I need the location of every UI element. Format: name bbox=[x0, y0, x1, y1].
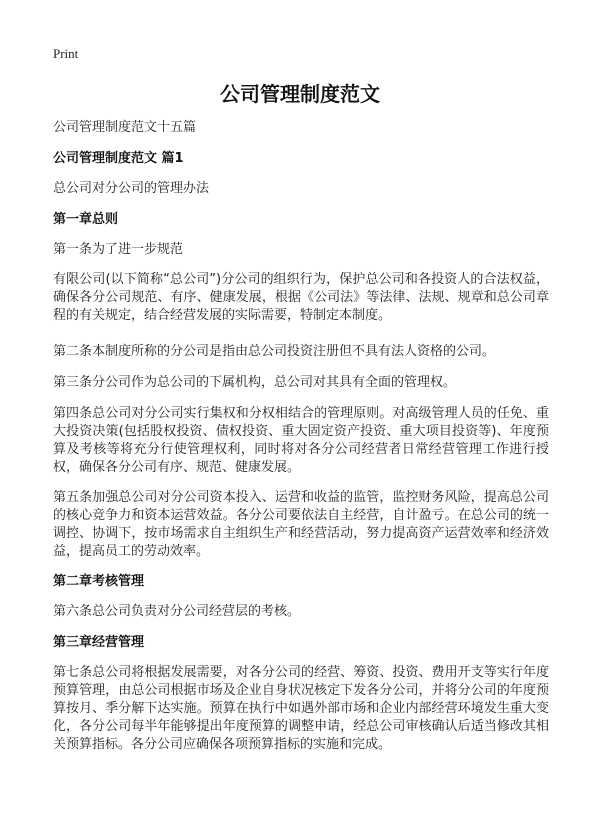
article-3: 第三条分公司作为总公司的下属机构，总公司对其具有全面的管理权。 bbox=[53, 375, 457, 390]
article-4: 第四条总公司对分公司实行集权和分权相结合的管理原则。对高级管理人员的任免、重大投资决策(包括股权投资、债权投资、重大固定资产投资、重大项目投资等)、年度预算及考核等将充分行使管理权利，同时将对各分公司经营者日常经营管理工作进行授权，确保各分公司有序、规范、健康发展。 bbox=[53, 406, 549, 475]
doc-subtitle: 公司管理制度范文十五篇 bbox=[53, 120, 197, 135]
chapter-3-heading: 第三章经营管理 bbox=[53, 635, 145, 650]
article-1: 第一条为了进一步规范 bbox=[53, 242, 184, 257]
article-7: 第七条总公司将根据发展需要，对各分公司的经营、筹资、投资、费用开支等实行年度预算管理，由总公司根据市场及企业自身状况核定下发各分公司，并将分公司的年度预算按月、季分解下达实施。预算在执行中如遇外部市场和企业内部经营环境发生重大变化，各分公司每半年能够提出年度预算的调整申请，经总公司审核确认后适当修改其相关预算指标。各分公司应确保各项预算指标的实施和完成。 bbox=[53, 665, 549, 752]
article-1-continued: 有限公司(以下简称“总公司”)分公司的组织行为，保护总公司和各投资人的合法权益，确保各分公司规范、有序、健康发展，根据《公司法》等法律、法规、规章和总公司章程的有关规定，结合经营发展的实际需要，特制定本制度。 bbox=[53, 272, 549, 323]
page-title: 公司管理制度范文 bbox=[220, 82, 380, 106]
print-link[interactable]: Print bbox=[53, 46, 79, 61]
article-6: 第六条总公司负责对分公司经营层的考核。 bbox=[53, 604, 301, 619]
article-2: 第二条本制度所称的分公司是指由总公司投资注册但不具有法人资格的公司。 bbox=[53, 344, 496, 359]
doc-name: 总公司对分公司的管理办法 bbox=[53, 181, 210, 196]
chapter-2-heading: 第二章考核管理 bbox=[53, 574, 145, 589]
section-title: 公司管理制度范文 篇1 bbox=[53, 151, 184, 166]
article-5: 第五条加强总公司对分公司资本投入、运营和收益的监管，监控财务风险，提高总公司的核心竞争力和资本运营效益。各分公司要依法自主经营，自计盈亏。在总公司的统一调控、协调下，按市场需求自主组织生产和经营活动，努力提高资产运营效率和经济效益，提高员工的劳动效率。 bbox=[53, 490, 549, 559]
chapter-1-heading: 第一章总则 bbox=[53, 212, 119, 227]
